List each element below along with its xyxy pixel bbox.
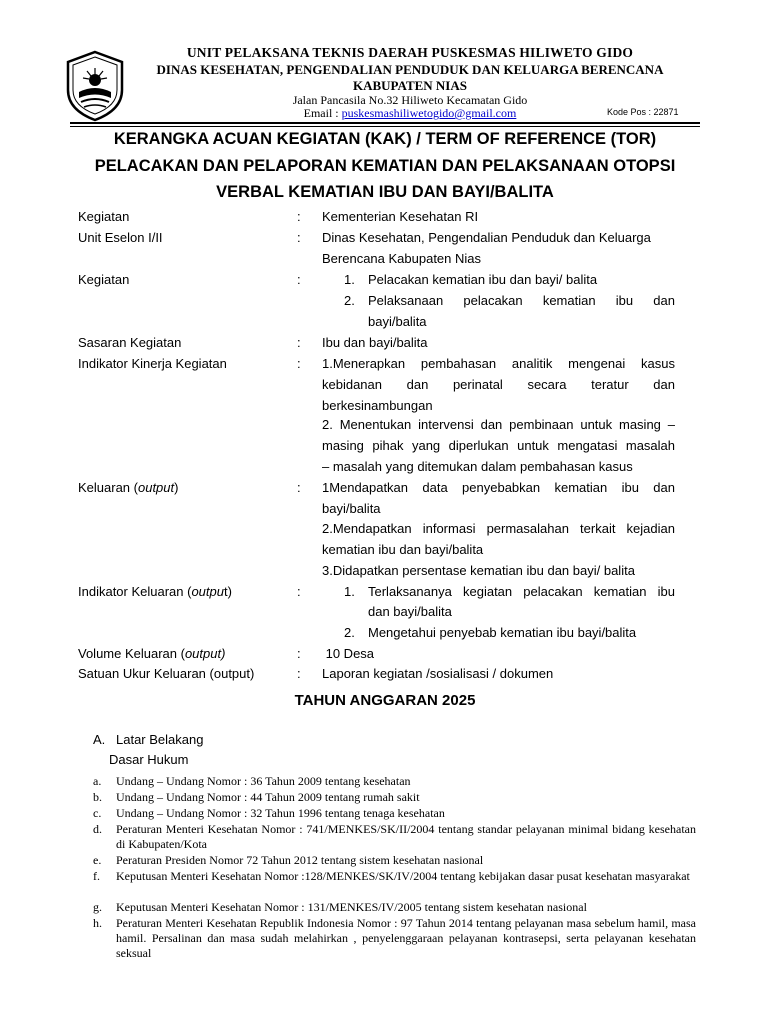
header-rule-thick xyxy=(70,122,700,124)
legal-item-text: Undang – Undang Nomor : 36 Tahun 2009 tentang kesehatan xyxy=(116,774,411,788)
list-number: 1. xyxy=(344,272,355,287)
section-title-latar-belakang: Latar Belakang xyxy=(116,732,204,747)
label-satuan-ukur: Satuan Ukur Keluaran (output) xyxy=(78,666,255,681)
label-kegiatan: Kegiatan xyxy=(78,209,130,224)
colon: : xyxy=(297,335,301,350)
label-sasaran: Sasaran Kegiatan xyxy=(78,335,182,350)
label-italic: outpu xyxy=(191,584,224,599)
value-indikator-line: 1.Menerapkan pembahasan analitik mengenai kasus xyxy=(322,356,675,371)
subsection-dasar-hukum: Dasar Hukum xyxy=(109,752,189,767)
doc-title-line-1: KERANGKA ACUAN KEGIATAN (KAK) / TERM OF REFERENCE (TOR) xyxy=(113,130,657,148)
value-keluaran-line: 2.Mendapatkan informasi permasalahan terkait kejadian xyxy=(322,521,675,536)
legal-item-letter: a. xyxy=(93,774,102,788)
doc-title-line-2: PELACAKAN DAN PELAPORAN KEMATIAN DAN PELAKSANAAN OTOPSI xyxy=(94,157,676,175)
legal-item-text: Keputusan Menteri Kesehatan Nomor :128/MENKES/SK/IV/2004 tentang kebijakan dasar pusat kesehatan masyarakat xyxy=(116,869,690,883)
list-number: 1. xyxy=(344,584,355,599)
label-text: Volume Keluaran ( xyxy=(78,646,185,661)
legal-item-text: Undang – Undang Nomor : 44 Tahun 2009 tentang rumah sakit xyxy=(116,790,420,804)
label-indikator-keluaran xyxy=(78,581,293,602)
list-item-continued: dan bayi/balita xyxy=(368,604,452,619)
label-indikator-kinerja: Indikator Kinerja Kegiatan xyxy=(78,356,227,371)
label-text: t) xyxy=(224,584,232,599)
header-address: Jalan Pancasila No.32 Hiliweto Kecamatan Gido xyxy=(292,93,528,107)
list-item: Mengetahui penyebab kematian ibu bayi/balita xyxy=(368,625,637,640)
header-kabupaten: KABUPATEN NIAS xyxy=(352,78,467,93)
header-dinas-name: DINAS KESEHATAN, PENGENDALIAN PENDUDUK DAN KELUARGA BERENCANA xyxy=(156,62,664,77)
header-rule-thin xyxy=(70,126,700,127)
header-unit-name: UNIT PELAKSANA TEKNIS DAERAH PUSKESMAS HILIWETO GIDO xyxy=(186,45,634,60)
list-item: Terlaksananya kegiatan pelacakan kematian ibu xyxy=(368,584,675,599)
value-indikator-line: berkesinambungan xyxy=(322,398,433,413)
value-keluaran-line: 1Mendapatkan data penyebabkan kematian ibu dan xyxy=(322,480,675,495)
label-keluaran xyxy=(78,477,293,498)
label-unit-eselon: Unit Eselon I/II xyxy=(78,230,163,245)
list-item: Pelaksanaan pelacakan kematian ibu dan xyxy=(368,293,675,308)
legal-item-letter: c. xyxy=(93,806,102,820)
legal-item-letter: f. xyxy=(93,869,100,883)
colon: : xyxy=(297,584,301,599)
value-indikator-line: masing pihak yang diperlukan untuk mengatasi masalah xyxy=(322,438,675,453)
legal-item-letter: h. xyxy=(93,916,102,930)
section-letter: A. xyxy=(93,732,106,747)
value-keluaran-line: kematian ibu dan bayi/balita xyxy=(322,542,484,557)
value-unit-eselon-line-2: Berencana Kabupaten Nias xyxy=(322,251,482,266)
value-satuan-ukur: Laporan kegiatan /sosialisasi / dokumen xyxy=(322,666,554,681)
legal-item-text: Keputusan Menteri Kesehatan Nomor : 131/MENKES/IV/2005 tentang sistem kesehatan nasional xyxy=(116,900,587,914)
label-kegiatan-list: Kegiatan xyxy=(78,272,130,287)
regency-emblem-logo xyxy=(64,50,126,122)
legal-item-text: Undang – Undang Nomor : 32 Tahun 1996 tentang tenaga kesehatan xyxy=(116,806,445,820)
value-indikator-line: – masalah yang ditemukan dalam pembahasan kasus xyxy=(322,459,633,474)
list-number: 2. xyxy=(344,625,355,640)
colon: : xyxy=(297,480,301,495)
legal-item-text: Peraturan Menteri Kesehatan Nomor : 741/MENKES/SK/II/2004 tentang standar pelayanan minimal bidang kesehatan di Kabupaten/Kota xyxy=(116,822,696,851)
value-sasaran: Ibu dan bayi/balita xyxy=(322,335,428,350)
email-label: Email : xyxy=(303,106,342,120)
legal-item-text: Peraturan Menteri Kesehatan Republik Indonesia Nomor : 97 Tahun 2014 tentang pelayanan masa sebelum hamil, masa hamil. Persalinan dan masa sudah melahirkan , penyelenggaraan pelayanan kontrasepsi, serta pelayanan kesehatan seksual xyxy=(116,916,696,960)
label-text: ) xyxy=(174,480,179,495)
colon: : xyxy=(297,230,301,245)
list-number: 2. xyxy=(344,293,355,308)
value-kegiatan: Kementerian Kesehatan RI xyxy=(322,209,479,224)
legal-item-letter: b. xyxy=(93,790,102,804)
colon: : xyxy=(297,209,301,224)
label-italic: output xyxy=(137,480,175,495)
header-kode-pos: Kode Pos : 22871 xyxy=(607,107,679,117)
list-item-continued: bayi/balita xyxy=(368,314,427,329)
list-item: Pelacakan kematian ibu dan bayi/ balita xyxy=(368,272,598,287)
legal-item-letter: e. xyxy=(93,853,102,867)
value-unit-eselon-line-1: Dinas Kesehatan, Pengendalian Penduduk dan Keluarga xyxy=(322,230,651,245)
legal-item-text: Peraturan Presiden Nomor 72 Tahun 2012 tentang sistem kesehatan nasional xyxy=(116,853,484,867)
value-keluaran-line: bayi/balita xyxy=(322,501,381,516)
label-volume-keluaran xyxy=(78,643,293,664)
tahun-anggaran-heading: TAHUN ANGGARAN 2025 xyxy=(294,692,476,709)
legal-item-letter: g. xyxy=(93,900,102,914)
label-text: Keluaran ( xyxy=(78,480,138,495)
value-keluaran-line: 3.Didapatkan persentase kematian ibu dan bayi/ balita xyxy=(322,563,635,578)
label-italic: output) xyxy=(184,646,226,661)
value-indikator-line: 2. Menentukan intervensi dan pembinaan untuk masing – xyxy=(322,417,675,432)
doc-title-line-3: VERBAL KEMATIAN IBU DAN BAYI/BALITA xyxy=(216,183,554,201)
value-indikator-line: kebidanan dan perinatal secara teratur dan xyxy=(322,377,675,392)
colon: : xyxy=(297,646,301,661)
colon: : xyxy=(297,272,301,287)
legal-item-letter: d. xyxy=(93,822,102,836)
label-text: Indikator Keluaran ( xyxy=(78,584,192,599)
colon: : xyxy=(297,356,301,371)
colon: : xyxy=(297,666,301,681)
value-volume: 10 Desa xyxy=(322,646,375,661)
email-link[interactable]: puskesmashiliwetogido@gmail.com xyxy=(341,106,517,120)
